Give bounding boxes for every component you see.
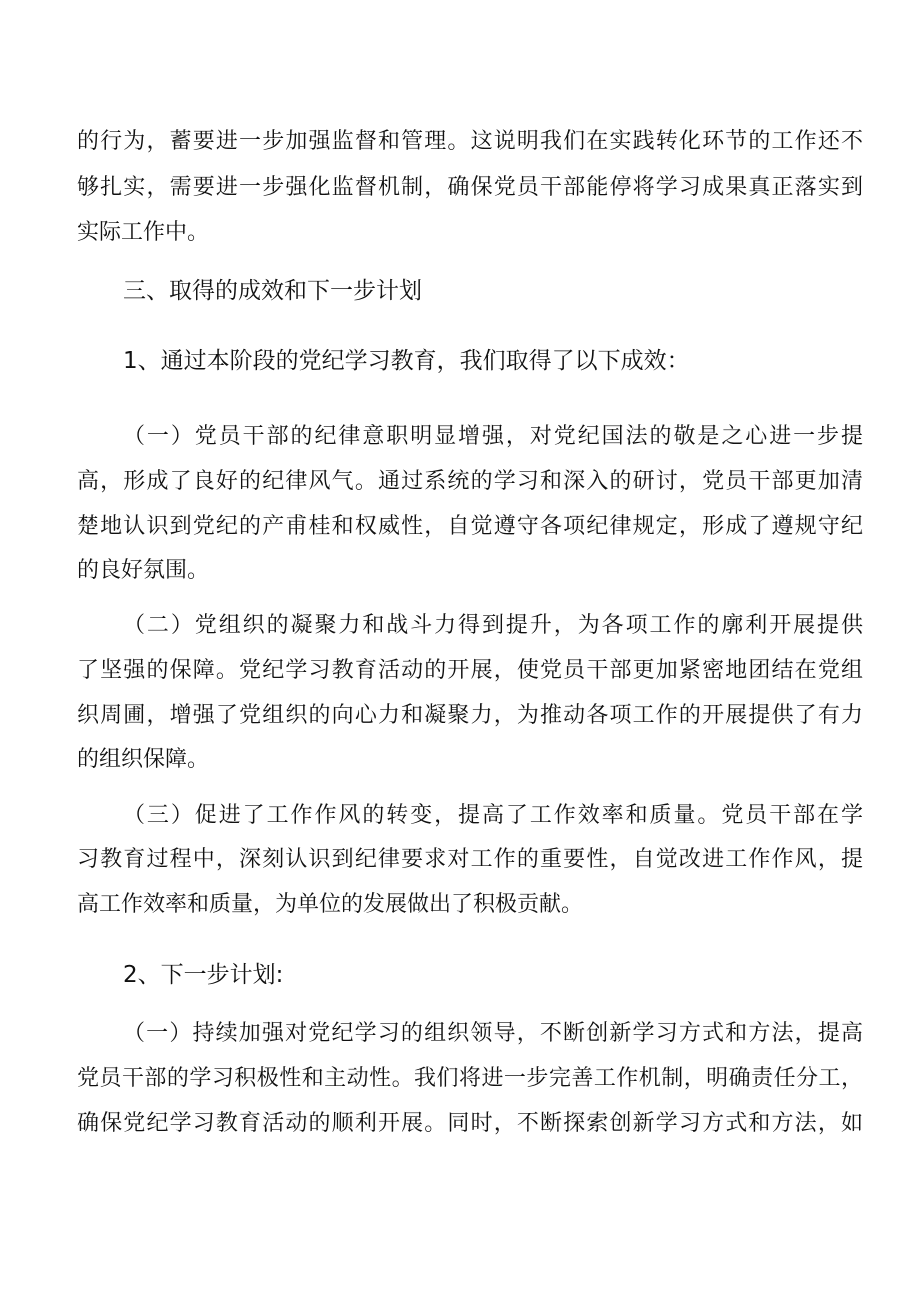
text-line: 够扎实，需要进一步强化监督机制，确保党员干部能停将学习成果真正落实到 (77, 175, 863, 200)
subsection-heading: 2、下一步计划: (123, 962, 284, 988)
text-line: （一）党员干部的纪律意职明显增强，对党纪国法的敬是之心进一步提 (123, 424, 863, 449)
text-line: 确保党纪学习教育活动的顺利开展。同时，不断探索创新学习方式和方法，如 (77, 1111, 863, 1136)
text-line: 楚地认识到党纪的产甫桂和权威性，自觉遵守各项纪律规定，形成了遵规守纪 (77, 514, 863, 539)
text-line: 的良好氛围。 (77, 558, 210, 583)
text-line: 高工作效率和质量，为单位的发展做出了积极贡献。 (77, 892, 584, 917)
text-line: （三）促进了工作作风的转变，提高了工作效率和质量。党员干部在学 (123, 803, 863, 828)
subsection-heading: 1、通过本阶段的党纪学习教育，我们取得了以下成效： (123, 348, 690, 374)
text-line: （一）持续加强对党纪学习的组织领导，不断创新学习方式和方法，提高 (123, 1021, 863, 1046)
text-line: （二）党组织的凝聚力和战斗力得到提升，为各项工作的廓利开展提供 (123, 613, 863, 638)
text-line: 的组织保障。 (77, 747, 210, 772)
text-line: 的行为，蓄要进一步加强监督和管理。这说明我们在实践转化环节的工作还不 (77, 129, 863, 154)
text-line: 习教育过程中，深刻认识到纪律要求对工作的重要性，自觉改进工作作风，提 (77, 847, 863, 872)
text-line: 高，形成了良好的纪律风气。通过系统的学习和深入的研讨，党员干部更加清 (77, 469, 863, 494)
text-line: 了坚强的保障。党纪学习教育活动的开展，使党员干部更加紧密地团结在党组 (77, 658, 863, 683)
text-line: 党员干部的学习积极性和主动性。我们将进一步完善工作机制，明确责任分工， (77, 1066, 863, 1091)
section-heading: 三、取得的成效和下一步计划 (123, 278, 422, 304)
text-line: 织周圃，增强了党组织的向心力和凝聚力，为推动各项工作的开展提供了有力 (77, 703, 863, 728)
text-line: 实际工作中。 (77, 220, 210, 245)
